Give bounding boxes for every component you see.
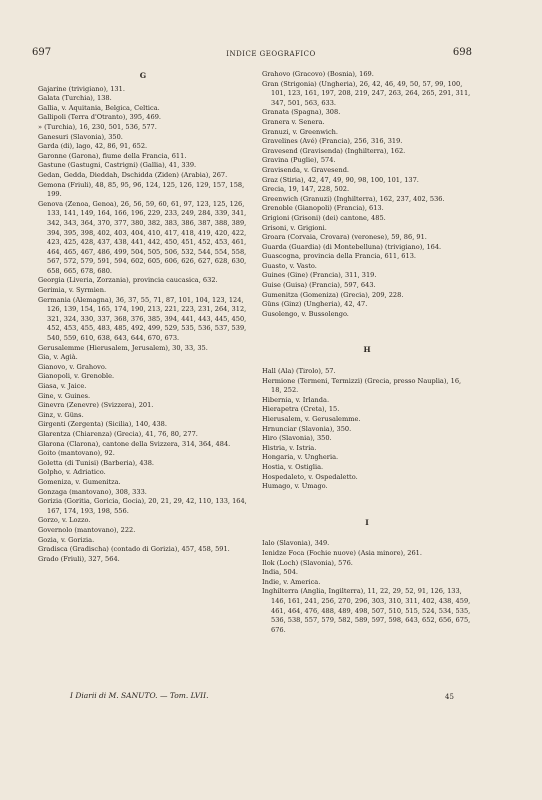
index-entry: Gusolengo, v. Bussolengo. <box>262 309 349 318</box>
index-entry: Gran (Strigonia) (Ungheria), 26, 42, 46, 49, 50, 57, 99, 100, 101, 123, 161, 197, 208, 219, 247, 263, 264, 265, 291, 311, 347, 501, 563, 633. <box>262 79 471 107</box>
index-entry: Humago, v. Umago. <box>262 482 328 491</box>
left-page-number: 697 <box>32 47 52 58</box>
index-entry: Ilok (Loch) (Slavonia), 576. <box>262 558 353 567</box>
index-entry: Ialo (Slavonia), 349. <box>262 539 330 548</box>
index-entry: Glarentza (Chiarenza) (Grecia), 41, 76, 80, 277. <box>38 429 198 438</box>
index-entry: Grigioni (Grisoni) (dei) cantone, 485. <box>262 213 386 222</box>
index-entry: Gerusalemme (Hierusalem, Jerusalem), 30, 33, 35. <box>38 343 208 352</box>
index-entry: Hiro (Slavonia), 350. <box>262 434 332 443</box>
right-entry-list-i <box>262 539 472 635</box>
index-entry: Hostia, v. Ostiglia. <box>262 462 324 471</box>
left-column <box>38 70 248 564</box>
running-title: INDICE GEOGRAFICO <box>226 50 316 58</box>
index-entry: Grado (Friuli), 327, 564. <box>38 554 120 563</box>
index-entry: Genova (Zenoa, Genoa), 26, 56, 59, 60, 61, 97, 123, 125, 126, 133, 141, 149, 164, 166, 196, 229, 233, 249, 284, 339, 341, 342, 343, 364, 370, 377, 380, 382, 383, 386, 387, 388, 389, 394, 395, 398, 402, 403, 404, 410, 417, 418, 419, 420, 422, 423, 425, 428, 437, 438, 441, 442, 450, 451, 452, 453, 461, 464, 465, 467, 486, 499, 504, 505, 506, 532, 544, 554, 558, 567, 572, 579, 591, 594, 602, 605, 606, 626, 627, 628, 630, 658, 665, 678, 680. <box>38 199 247 275</box>
index-entry: Goletta (di Tunisi) (Barberia), 438. <box>38 458 154 467</box>
index-entry: Grahovo (Gracovo) (Bosnia), 169. <box>262 70 374 78</box>
right-page-number: 698 <box>452 47 472 58</box>
index-entry: Inghilterra (Anglia, Ingilterra), 11, 22, 29, 52, 91, 126, 133, 146, 161, 241, 256, 270, 296, 303, 310, 311, 402, 438, 459, 461, 464, 476, 488, 489, 498, 507, 510, 515, 524, 534, 535, 536, 538, 557, 579, 582, 589, 597, 598, 643, 652, 656, 675, 676. <box>262 587 471 634</box>
index-entry: Gajarine (trivigiano), 131. <box>38 84 125 93</box>
right-column <box>262 70 472 635</box>
index-entry: Gallia, v. Aquitania, Belgica, Celtica. <box>38 103 160 112</box>
index-entry: Ginz, v. Güns. <box>38 410 84 419</box>
index-entry: Gorizia (Goritia, Goricia, Gocia), 20, 21, 29, 42, 110, 133, 164, 167, 174, 193, 198, 556. <box>38 497 247 515</box>
index-entry: Guarda (Guardia) (di Montebelluna) (trivigiano), 164. <box>262 242 442 251</box>
index-entry: Gumenitza (Gomeniza) (Grecia), 209, 228. <box>262 290 404 299</box>
index-entry: Hall (Ala) (Tirolo), 57. <box>262 367 336 376</box>
index-entry: Gerimia, v. Syrmien. <box>38 286 107 295</box>
index-entry: Grecia, 19, 147, 228, 502. <box>262 185 350 194</box>
index-entry: Gozia, v. Gorizia. <box>38 535 95 544</box>
index-entry: » (Turchia), 16, 230, 501, 536, 577. <box>38 122 157 131</box>
index-entry: Guasto, v. Vasto. <box>262 261 317 270</box>
index-entry: Graz (Stiria), 42, 47, 49, 90, 98, 100, 101, 137. <box>262 175 419 184</box>
index-entry: Gravelines (Avé) (Francia), 256, 316, 319. <box>262 137 403 146</box>
index-entry: Histria, v. Istria. <box>262 443 317 452</box>
index-entry: Hospedaleto, v. Ospedaletto. <box>262 472 358 481</box>
index-entry: Gedan, Gedda, Dieddah, Dschidda (Ziden) (Arabia), 267. <box>38 170 228 179</box>
section-letter-g: G <box>139 71 147 80</box>
index-entry: Granuzi, v. Greenwich. <box>262 127 339 136</box>
right-entry-list-g <box>262 70 472 319</box>
index-entry: Ienidze Foca (Fochie nuove) (Asia minore), 261. <box>262 548 422 557</box>
index-entry: Gravesend (Gravisenda) (Inghilterra), 162. <box>262 146 406 155</box>
signature-mark: 45 <box>445 693 454 701</box>
index-entry: Greenwich (Granuzi) (Inghilterra), 162, 237, 402, 536. <box>262 194 445 203</box>
index-entry: India, 504. <box>262 568 298 577</box>
index-entry: Gine, v. Guines. <box>38 391 91 400</box>
index-entry: Güns (Ginz) (Ungheria), 42, 47. <box>262 300 368 309</box>
index-entry: Gastune (Gastugni, Castrigni) (Gallia), 41, 339. <box>38 161 197 170</box>
index-entry: Guascogna, provincia della Francia, 611, 613. <box>262 252 416 261</box>
index-entry: Gia, v. Agià. <box>38 353 78 362</box>
index-entry: Granata (Spagna), 308. <box>262 108 341 117</box>
left-entry-list <box>38 85 248 565</box>
index-entry: Goito (mantovano), 92. <box>38 449 115 458</box>
index-entry: Guines (Gine) (Francia), 311, 319. <box>262 271 377 280</box>
index-entry: Gradisca (Gradischa) (contado di Gorizia), 457, 458, 591. <box>38 545 230 554</box>
index-entry: Giasa, v. Jaice. <box>38 382 87 390</box>
index-entry: Gallipoli (Terra d'Otranto), 395, 469. <box>38 113 161 122</box>
index-entry: Golpho, v. Adriatico. <box>38 468 106 477</box>
index-entry: Hrnunciar (Slavonia), 350. <box>262 424 352 433</box>
index-entry: Ganesuri (Slavonia), 350. <box>38 132 123 141</box>
index-entry: Gemona (Friuli), 48, 85, 95, 96, 124, 125, 126, 129, 157, 158, 199. <box>38 180 245 199</box>
section-letter-h: H <box>363 345 371 355</box>
index-entry: Ginevra (Zenevre) (Svizzera), 201. <box>38 401 154 410</box>
index-entry: Germania (Alemagna), 36, 37, 55, 71, 87, 101, 104, 123, 124, 126, 139, 154, 165, 174, 190, 213, 221, 223, 231, 264, 312, 321, 324, 330, 337, 368, 376, 385, 394, 441, 443, 445, 450, 452, 453, 455, 483, 485, 492, 499, 529, 535, 536, 537, 539, 540, 559, 610, 638, 643, 644, 670, 673. <box>38 295 247 343</box>
index-entry: Governolo (mantovano), 222. <box>38 525 136 534</box>
index-entry: Gorzo, v. Lozzo. <box>38 516 91 525</box>
index-entry: Hermione (Termeni, Termizzi) (Grecia, presso Nauplia), 16, 18, 252. <box>262 376 462 395</box>
index-entry: Groara (Corvaia, Crovara) (veronese), 59, 86, 91. <box>262 233 427 242</box>
index-entry: Hierapetra (Creta), 15. <box>262 405 340 414</box>
index-entry: Grenoble (Gianopoli) (Francia), 613. <box>262 204 384 213</box>
index-entry: Gomeniza, v. Gumenitza. <box>38 477 121 486</box>
index-entry: Granera v. Senera. <box>262 117 325 126</box>
index-entry: Girgenti (Zergenta) (Sicilia), 140, 438. <box>38 420 167 429</box>
section-letter-i: I <box>365 517 369 527</box>
index-entry: Indie, v. America. <box>262 577 321 586</box>
index-entry: Grisoni, v. Grigioni. <box>262 223 327 232</box>
index-entry: Hibernia, v. Irlanda. <box>262 395 330 404</box>
index-entry: Gravisenda, v. Gravesend. <box>262 165 350 174</box>
index-entry: Hierusalem, v. Gerusalemme. <box>262 415 361 423</box>
index-entry: Gonzaga (mantovano), 308, 333. <box>38 487 147 496</box>
index-entry: Hongaria, v. Ungheria. <box>262 453 339 462</box>
index-entry: Gianopoli, v. Grenoble. <box>38 372 115 381</box>
index-entry: Garonne (Garona), fiume della Francia, 611. <box>38 151 187 160</box>
index-entry: Georgia (Liveria, Zorzania), provincia caucasica, 632. <box>38 276 218 285</box>
index-entry: Gianovo, v. Grahovo. <box>38 362 107 371</box>
footer-title: I Diarii di M. SANUTO. — Tom. LVII. <box>70 691 209 700</box>
right-entry-list-h <box>262 367 472 492</box>
index-entry: Galata (Turchia), 138. <box>38 94 112 103</box>
index-entry: Glarona (Clarona), cantone della Svizzera, 314, 364, 484. <box>38 439 231 448</box>
index-entry: Guise (Guisa) (Francia), 597, 643. <box>262 281 376 290</box>
index-entry: Gravina (Puglie), 574. <box>262 156 336 165</box>
index-entry: Garda (di), lago, 42, 86, 91, 652. <box>38 142 148 151</box>
